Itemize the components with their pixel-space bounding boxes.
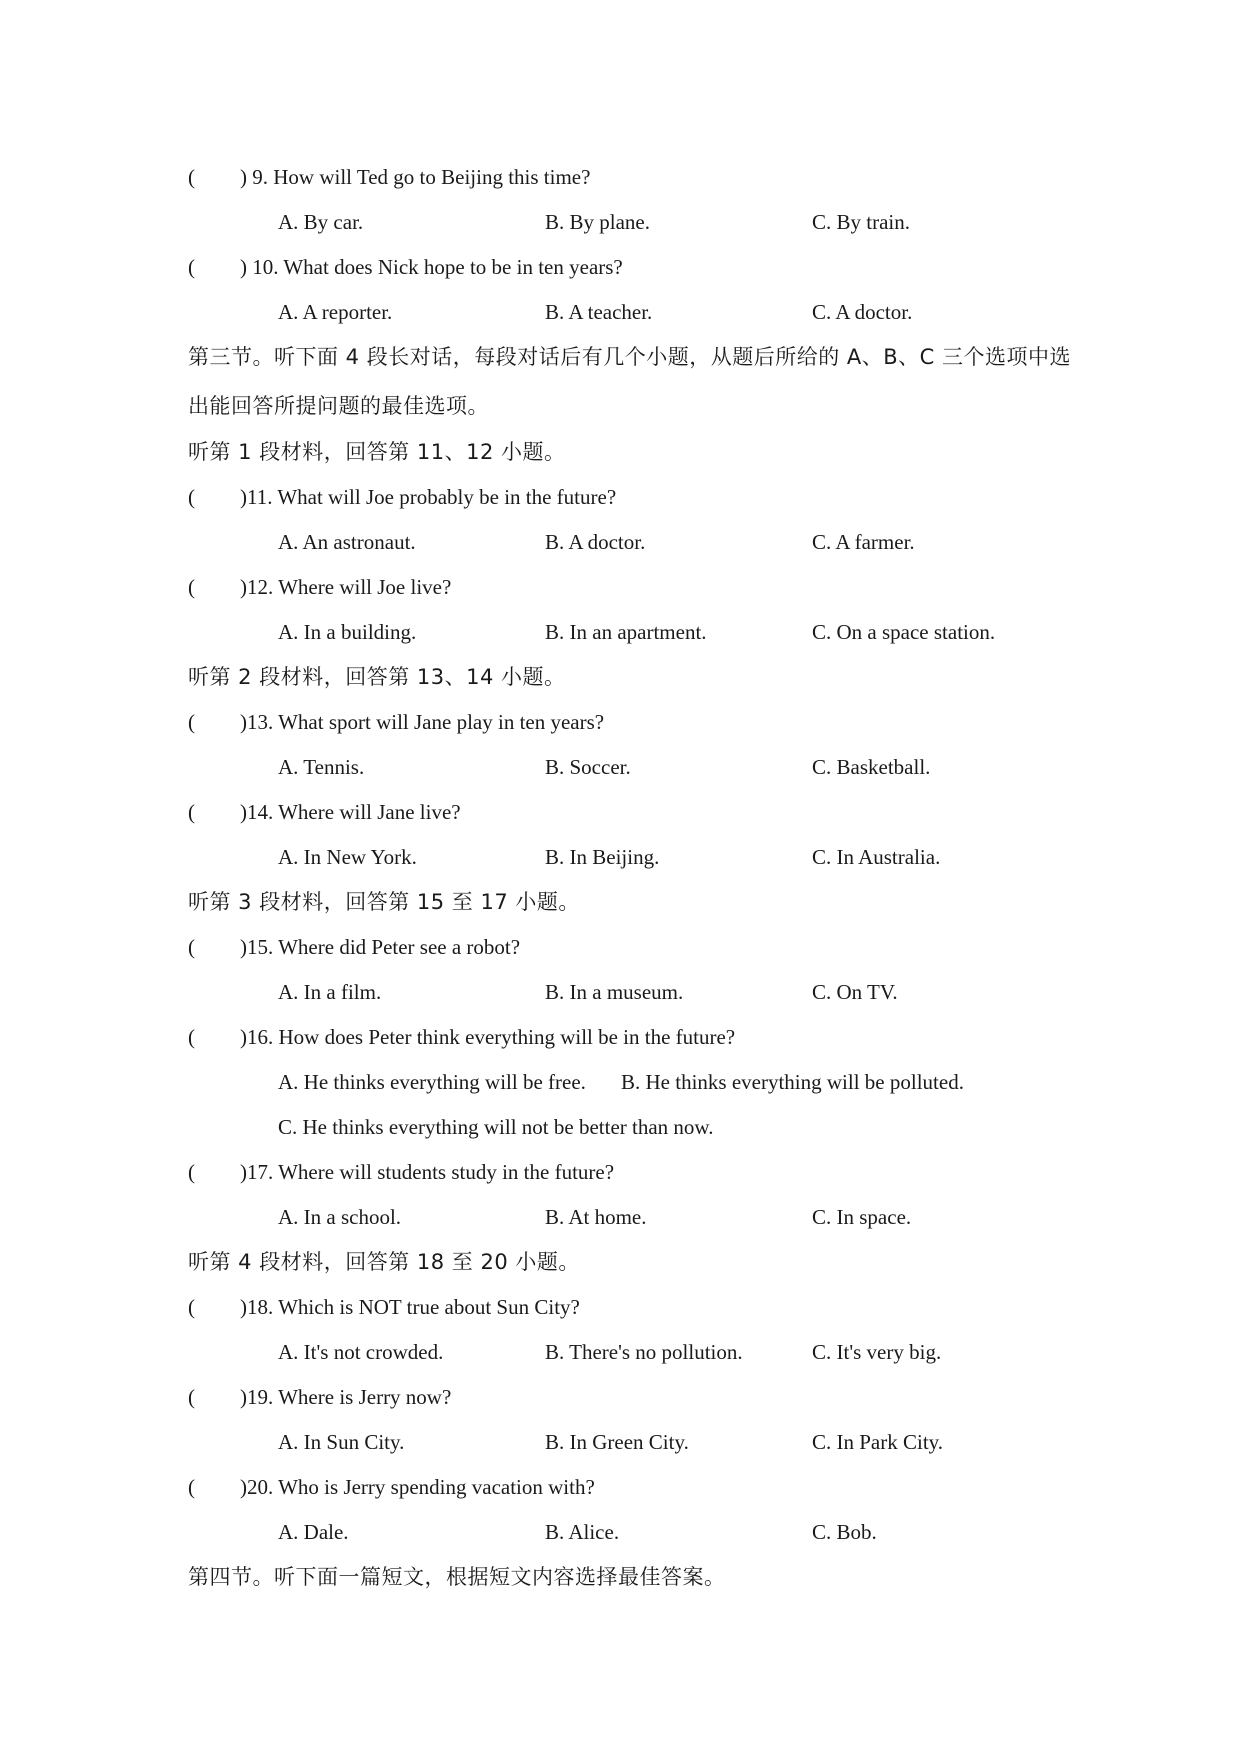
question-text: )16. How does Peter think everything will be in the future? [240,1025,736,1049]
answer-option: A. In Sun City. [278,1430,405,1454]
question-text: )13. What sport will Jane play in ten years? [240,710,605,734]
question-text: )17. Where will students study in the future? [240,1160,615,1184]
question-line [188,1157,614,1187]
answer-option: C. A doctor. [812,300,913,324]
answer-blank[interactable]: ( [188,1160,195,1184]
answer-blank[interactable]: ( [188,575,195,599]
question-line [188,1022,735,1052]
answer-option: B. Alice. [545,1520,620,1544]
answer-option: A. Tennis. [278,755,365,779]
section-heading: 第三节。听下面 4 段长对话，每段对话后有几个小题，从题后所给的 A、B、C 三个选项中选 [188,345,1071,369]
answer-option: B. In Green City. [545,1430,689,1454]
question-line [188,932,520,962]
question-text: )12. Where will Joe live? [240,575,452,599]
answer-option: C. He thinks everything will not be better than now. [278,1115,714,1139]
section-heading: 出能回答所提问题的最佳选项。 [188,394,489,418]
question-line [188,1472,595,1502]
answer-option: A. In New York. [278,845,417,869]
answer-option: C. It's very big. [812,1340,942,1364]
question-text: )19. Where is Jerry now? [240,1385,452,1409]
answer-option: C. In Australia. [812,845,941,869]
question-text: )11. What will Joe probably be in the future? [240,485,617,509]
answer-option: A. An astronaut. [278,530,416,554]
answer-option: B. Soccer. [545,755,631,779]
answer-blank[interactable]: ( [188,1385,195,1409]
section-heading: 听第 1 段材料，回答第 11、12 小题。 [188,440,566,464]
answer-option: A. He thinks everything will be free. [278,1070,586,1094]
question-line [188,482,616,512]
answer-option: B. At home. [545,1205,647,1229]
question-text: )18. Which is NOT true about Sun City? [240,1295,580,1319]
question-line [188,162,590,192]
answer-option: C. Basketball. [812,755,931,779]
section-heading: 听第 4 段材料，回答第 18 至 20 小题。 [188,1250,580,1274]
question-line [188,572,451,602]
answer-option: C. Bob. [812,1520,877,1544]
question-line [188,797,461,827]
answer-option: B. In Beijing. [545,845,660,869]
answer-option: C. On TV. [812,980,898,1004]
answer-option: B. A doctor. [545,530,646,554]
answer-option: B. There's no pollution. [545,1340,743,1364]
section-heading: 听第 2 段材料，回答第 13、14 小题。 [188,665,566,689]
question-line [188,707,604,737]
answer-option: A. By car. [278,210,364,234]
answer-option: B. In a museum. [545,980,684,1004]
answer-blank[interactable]: ( [188,935,195,959]
answer-option: A. In a film. [278,980,382,1004]
answer-option: A. It's not crowded. [278,1340,444,1364]
question-text: )20. Who is Jerry spending vacation with? [240,1475,595,1499]
question-line [188,1292,580,1322]
answer-option: A. In a building. [278,620,417,644]
question-text: ) 9. How will Ted go to Beijing this time? [240,165,591,189]
question-line [188,252,623,282]
answer-blank[interactable]: ( [188,710,195,734]
answer-option: A. Dale. [278,1520,349,1544]
answer-blank[interactable]: ( [188,800,195,824]
answer-blank[interactable]: ( [188,1295,195,1319]
answer-option: B. He thinks everything will be polluted. [621,1070,964,1094]
answer-blank[interactable]: ( [188,1475,195,1499]
section-heading: 第四节。听下面一篇短文，根据短文内容选择最佳答案。 [188,1565,726,1589]
answer-option: B. A teacher. [545,300,653,324]
answer-blank[interactable]: ( [188,485,195,509]
answer-option: C. By train. [812,210,910,234]
question-text: )15. Where did Peter see a robot? [240,935,521,959]
answer-option: B. By plane. [545,210,650,234]
answer-option: C. In space. [812,1205,912,1229]
question-text: )14. Where will Jane live? [240,800,461,824]
section-heading: 听第 3 段材料，回答第 15 至 17 小题。 [188,890,580,914]
answer-option: A. In a school. [278,1205,402,1229]
answer-blank[interactable]: ( [188,255,195,279]
answer-option: C. A farmer. [812,530,915,554]
answer-option: C. On a space station. [812,620,996,644]
answer-blank[interactable]: ( [188,165,195,189]
answer-option: C. In Park City. [812,1430,944,1454]
answer-blank[interactable]: ( [188,1025,195,1049]
answer-option: A. A reporter. [278,300,393,324]
question-line [188,1382,451,1412]
question-text: ) 10. What does Nick hope to be in ten years? [240,255,623,279]
answer-option: B. In an apartment. [545,620,707,644]
